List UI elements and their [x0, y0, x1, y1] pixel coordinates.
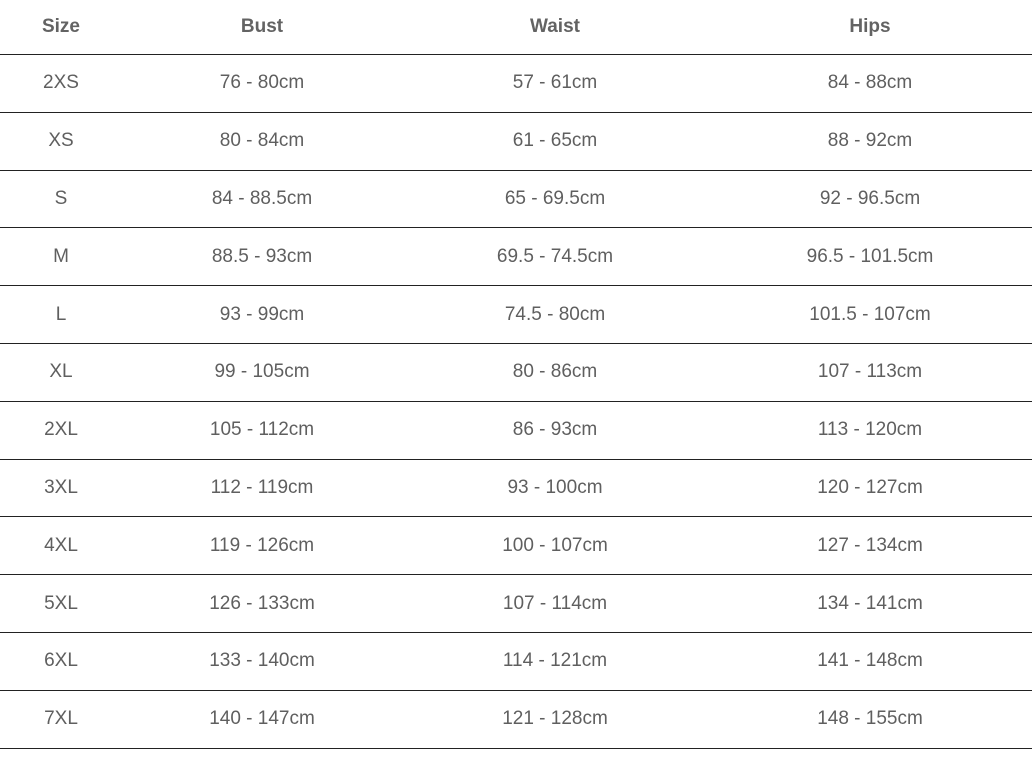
header-hips: Hips	[708, 0, 1032, 55]
table-row	[0, 170, 1032, 228]
size-cell: 5XL	[0, 575, 122, 633]
size-cell: 2XS	[0, 55, 122, 113]
size-cell: 6XL	[0, 632, 122, 690]
size-cell: 2XL	[0, 401, 122, 459]
table-row	[0, 575, 1032, 633]
waist-cell: 69.5 - 74.5cm	[402, 228, 708, 286]
bust-cell: 84 - 88.5cm	[122, 170, 402, 228]
hips-cell: 96.5 - 101.5cm	[708, 228, 1032, 286]
bust-cell: 133 - 140cm	[122, 632, 402, 690]
table-row	[0, 690, 1032, 748]
table-row	[0, 286, 1032, 344]
waist-cell: 107 - 114cm	[402, 575, 708, 633]
bust-cell: 140 - 147cm	[122, 690, 402, 748]
bust-cell: 119 - 126cm	[122, 517, 402, 575]
bust-cell: 99 - 105cm	[122, 343, 402, 401]
hips-cell: 84 - 88cm	[708, 55, 1032, 113]
waist-cell: 65 - 69.5cm	[402, 170, 708, 228]
size-cell: L	[0, 286, 122, 344]
table-row	[0, 55, 1032, 113]
size-cell: M	[0, 228, 122, 286]
bust-cell: 80 - 84cm	[122, 112, 402, 170]
bust-cell: 76 - 80cm	[122, 55, 402, 113]
bust-cell: 126 - 133cm	[122, 575, 402, 633]
table-row	[0, 228, 1032, 286]
waist-cell: 93 - 100cm	[402, 459, 708, 517]
size-cell: XL	[0, 343, 122, 401]
waist-cell: 100 - 107cm	[402, 517, 708, 575]
size-cell: 7XL	[0, 690, 122, 748]
waist-cell: 114 - 121cm	[402, 632, 708, 690]
table-row	[0, 343, 1032, 401]
hips-cell: 134 - 141cm	[708, 575, 1032, 633]
waist-cell: 61 - 65cm	[402, 112, 708, 170]
table-row	[0, 112, 1032, 170]
table-row	[0, 517, 1032, 575]
size-cell: XS	[0, 112, 122, 170]
bust-cell: 112 - 119cm	[122, 459, 402, 517]
hips-cell: 148 - 155cm	[708, 690, 1032, 748]
hips-cell: 141 - 148cm	[708, 632, 1032, 690]
header-waist: Waist	[402, 0, 708, 55]
bust-cell: 93 - 99cm	[122, 286, 402, 344]
size-chart-body	[0, 55, 1032, 749]
header-bust: Bust	[122, 0, 402, 55]
hips-cell: 107 - 113cm	[708, 343, 1032, 401]
hips-cell: 127 - 134cm	[708, 517, 1032, 575]
table-row	[0, 632, 1032, 690]
size-cell: 4XL	[0, 517, 122, 575]
waist-cell: 80 - 86cm	[402, 343, 708, 401]
header-size: Size	[0, 0, 122, 55]
waist-cell: 121 - 128cm	[402, 690, 708, 748]
hips-cell: 101.5 - 107cm	[708, 286, 1032, 344]
size-chart-header	[0, 0, 1032, 55]
table-row	[0, 459, 1032, 517]
hips-cell: 92 - 96.5cm	[708, 170, 1032, 228]
waist-cell: 86 - 93cm	[402, 401, 708, 459]
bust-cell: 88.5 - 93cm	[122, 228, 402, 286]
waist-cell: 74.5 - 80cm	[402, 286, 708, 344]
header-row	[0, 0, 1032, 55]
bust-cell: 105 - 112cm	[122, 401, 402, 459]
waist-cell: 57 - 61cm	[402, 55, 708, 113]
hips-cell: 113 - 120cm	[708, 401, 1032, 459]
size-cell: S	[0, 170, 122, 228]
hips-cell: 88 - 92cm	[708, 112, 1032, 170]
hips-cell: 120 - 127cm	[708, 459, 1032, 517]
size-cell: 3XL	[0, 459, 122, 517]
table-row	[0, 401, 1032, 459]
